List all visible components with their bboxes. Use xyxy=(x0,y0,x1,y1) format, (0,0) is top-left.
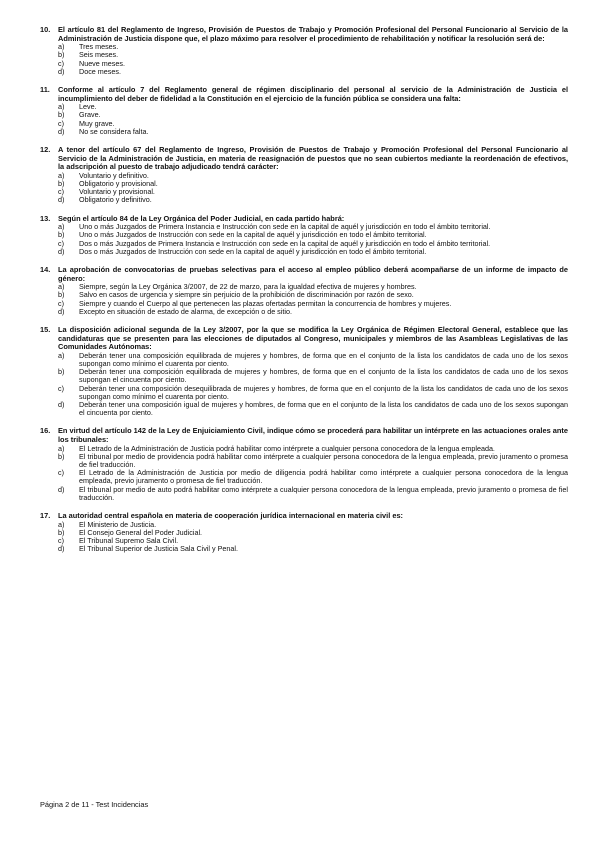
question-text: Conforme al artículo 7 del Reglamento general de régimen disciplinario del personal al servicio de la Administración de Justicia el incumplimiento del deber de fidelidad a la Constitución en el ejercicio de la función pública se considera una falta: xyxy=(58,85,568,103)
option-text: El Ministerio de Justicia. xyxy=(79,519,157,529)
question-text: En virtud del artículo 142 de la Ley de Enjuiciamiento Civil, indique cómo se procederá para habilitar un intérprete en las actuaciones orales ante los tribunales: xyxy=(58,426,568,444)
question-text: La disposición adicional segunda de la Ley 3/2007, por la que se modifica la Ley Orgánica de Régimen Electoral General, establece que las candidaturas que se presenten para las elecciones de diputados al Congreso, municipales y miembros de las Asambleas Legislativas de las Comunidades Autónomas: xyxy=(58,325,568,352)
option-b xyxy=(58,111,568,119)
option-c xyxy=(58,469,568,485)
option-letter: a) xyxy=(58,519,65,529)
option-text: Dos o más Juzgados de Primera Instancia e Instrucción con sede en la capital de aquél y jurisdicción en todo el ámbito territorial. xyxy=(79,238,491,248)
question-12 xyxy=(40,146,568,205)
option-d xyxy=(58,308,568,316)
option-text: Obligatorio y definitivo. xyxy=(79,195,152,205)
option-list xyxy=(40,521,568,554)
question-number: 16. xyxy=(40,426,51,436)
option-list xyxy=(40,283,568,316)
option-list xyxy=(40,103,568,136)
option-list xyxy=(40,172,568,205)
option-d xyxy=(58,486,568,502)
option-letter: c) xyxy=(58,383,64,393)
option-letter: b) xyxy=(58,50,65,60)
option-letter: a) xyxy=(58,42,65,52)
option-a xyxy=(58,43,568,51)
option-d xyxy=(58,545,568,553)
option-letter: c) xyxy=(58,238,64,248)
question-text: Según el artículo 84 de la Ley Orgánica del Poder Judicial, en cada partido habrá: xyxy=(58,213,345,223)
option-letter: c) xyxy=(58,468,64,478)
option-list xyxy=(40,445,568,502)
question-header xyxy=(40,146,568,172)
option-letter: c) xyxy=(58,298,64,308)
option-text: Seis meses. xyxy=(79,50,119,60)
question-10 xyxy=(40,26,568,76)
option-text: Voluntario y provisional. xyxy=(79,187,155,197)
option-text: Tres meses. xyxy=(79,42,119,52)
option-letter: d) xyxy=(58,400,65,409)
option-letter: d) xyxy=(58,484,65,494)
question-number: 12. xyxy=(40,145,51,154)
page-footer: Página 2 de 11 - Test Incidencias xyxy=(40,800,149,809)
option-letter: a) xyxy=(58,102,65,112)
option-letter: d) xyxy=(58,306,65,316)
option-letter: d) xyxy=(58,544,65,554)
option-list xyxy=(40,352,568,418)
option-text: El tribunal por medio de auto podrá habilitar como intérprete a cualquier persona conocedora de la lengua empleada, previo juramento o promesa de fiel traducción. xyxy=(79,484,568,502)
option-text: Nueve meses. xyxy=(79,58,125,68)
option-letter: a) xyxy=(58,350,65,360)
option-text: Deberán tener una composición igual de mujeres y hombres, de forma que en el conjunto de la lista los candidatos de cada uno de los sexos supongan el cincuenta por ciento. xyxy=(79,400,568,418)
option-letter: b) xyxy=(58,527,65,537)
question-number: 17. xyxy=(40,511,51,521)
option-d xyxy=(58,128,568,136)
option-text: El Tribunal Superior de Justicia Sala Civil y Penal. xyxy=(79,544,238,554)
option-letter: c) xyxy=(58,536,64,546)
option-letter: c) xyxy=(58,58,64,68)
option-text: Siempre y cuando el Cuerpo al que pertenecen las plazas ofertadas permitan la concurrencia de hombres y mujeres. xyxy=(79,298,452,308)
option-b xyxy=(58,51,568,59)
option-a xyxy=(58,103,568,111)
question-header xyxy=(40,86,568,103)
option-letter: a) xyxy=(58,443,65,453)
option-text: No se considera falta. xyxy=(79,126,149,136)
option-text: Uno o más Juzgados de Instrucción con sede en la capital de aquél y jurisdicción en todo el ámbito territorial. xyxy=(79,230,427,240)
option-text: El tribunal por medio de providencia podrá habilitar como intérprete a cualquier persona conocedora de la lengua empleada, previo juramento o promesa de fiel traducción. xyxy=(79,451,568,469)
option-text: El Tribunal Supremo Sala Civil. xyxy=(79,536,179,546)
option-d xyxy=(58,401,568,417)
option-letter: b) xyxy=(58,178,65,188)
option-text: El Consejo General del Poder Judicial. xyxy=(79,527,203,537)
question-number: 14. xyxy=(40,265,51,274)
question-text: La autoridad central española en materia de cooperación jurídica internacional en materia civil es: xyxy=(58,511,404,521)
option-b xyxy=(58,368,568,384)
question-header xyxy=(40,26,568,43)
option-letter: b) xyxy=(58,451,65,461)
option-text: Obligatorio y provisional. xyxy=(79,178,158,188)
question-16 xyxy=(40,427,568,502)
option-text: El Letrado de la Administración de Justicia podrá habilitar como intérprete a cualquier persona conocedora de la lengua empleada. xyxy=(79,443,495,453)
option-letter: d) xyxy=(58,246,65,256)
question-11 xyxy=(40,86,568,136)
option-letter: a) xyxy=(58,282,65,292)
question-text: El artículo 81 del Reglamento de Ingreso, Provisión de Puestos de Trabajo y Promoción Profesional del Personal Funcionario al Servicio de la Administración de Justicia dispone que, el plazo máximo para resolver el procedimiento de rehabilitación y notificar la resolución será de: xyxy=(58,25,568,43)
option-list xyxy=(40,223,568,256)
question-number: 11. xyxy=(40,85,50,94)
option-letter: d) xyxy=(58,66,65,76)
option-text: Deberán tener una composición desequilibrada de mujeres y hombres, de forma que en el conjunto de la lista los candidatos de cada uno de los sexos supongan como mínimo el cuarenta por ciento. xyxy=(79,383,568,401)
question-14 xyxy=(40,266,568,316)
question-header xyxy=(40,326,568,352)
option-letter: a) xyxy=(58,170,65,180)
option-letter: d) xyxy=(58,126,65,136)
option-c xyxy=(58,60,568,68)
question-number: 10. xyxy=(40,25,51,34)
option-text: Voluntario y definitivo. xyxy=(79,170,149,180)
question-header xyxy=(40,266,568,283)
option-text: Muy grave. xyxy=(79,118,115,128)
option-text: Excepto en situación de estado de alarma, de excepción o de sitio. xyxy=(79,306,292,316)
option-a xyxy=(58,352,568,368)
option-b xyxy=(58,453,568,469)
question-number: 15. xyxy=(40,325,51,334)
option-text: Deberán tener una composición equilibrada de mujeres y hombres, de forma que en el conjunto de la lista los candidatos de cada uno de los sexos supongan como mínimo el cuarenta por ciento. xyxy=(79,350,568,368)
question-text: La aprobación de convocatorias de pruebas selectivas para el acceso al empleo público deberá acompañarse de un informe de impacto de género: xyxy=(58,265,568,283)
option-letter: d) xyxy=(58,195,65,205)
option-letter: a) xyxy=(58,222,65,232)
option-text: Uno o más Juzgados de Primera Instancia e Instrucción con sede en la capital de aquél y jurisdicción en todo el ámbito territorial. xyxy=(79,222,491,232)
option-d xyxy=(58,248,568,256)
option-d xyxy=(58,196,568,204)
question-text: A tenor del artículo 67 del Reglamento de Ingreso, Provisión de Puestos de Trabajo y Promoción Profesional del Personal Funcionario al Servicio de la Administración de Justicia, en materia de reasignación de puestos que no sean cubiertos mediante la reordenación de efectivos, la adscripción al puesto de trabajo adjudicado tendrá carácter: xyxy=(58,145,568,172)
question-15 xyxy=(40,326,568,417)
question-number: 13. xyxy=(40,213,51,223)
option-text: Leve. xyxy=(79,102,97,112)
option-letter: c) xyxy=(58,187,64,197)
option-letter: b) xyxy=(58,110,65,120)
option-letter: b) xyxy=(58,367,65,377)
option-text: Deberán tener una composición equilibrada de mujeres y hombres, de forma que en el conjunto de la lista los candidatos de cada uno de los sexos supongan el cincuenta por ciento. xyxy=(79,367,568,385)
option-d xyxy=(58,68,568,76)
option-text: Grave. xyxy=(79,110,101,120)
option-text: Dos o más Juzgados de Instrucción con sede en la capital de aquél y jurisdicción en todo el ámbito territorial. xyxy=(79,246,427,256)
option-text: Salvo en casos de urgencia y siempre sin perjuicio de la prohibición de discriminación por razón de sexo. xyxy=(79,290,414,300)
option-list xyxy=(40,43,568,76)
option-letter: b) xyxy=(58,290,65,300)
option-text: Siempre, según la Ley Orgánica 3/2007, de 22 de marzo, para la igualdad efectiva de mujeres y hombres. xyxy=(79,282,417,292)
question-17 xyxy=(40,512,568,553)
option-letter: c) xyxy=(58,118,64,128)
option-letter: b) xyxy=(58,230,65,240)
option-text: El Letrado de la Administración de Justicia por medio de diligencia podrá habilitar como intérprete a cualquier persona conocedora de la lengua empleada, previo juramento o promesa de fiel traducción. xyxy=(79,468,568,486)
option-text: Doce meses. xyxy=(79,66,121,76)
question-13 xyxy=(40,215,568,256)
question-list xyxy=(40,26,568,563)
option-c xyxy=(58,385,568,401)
question-header xyxy=(40,427,568,444)
